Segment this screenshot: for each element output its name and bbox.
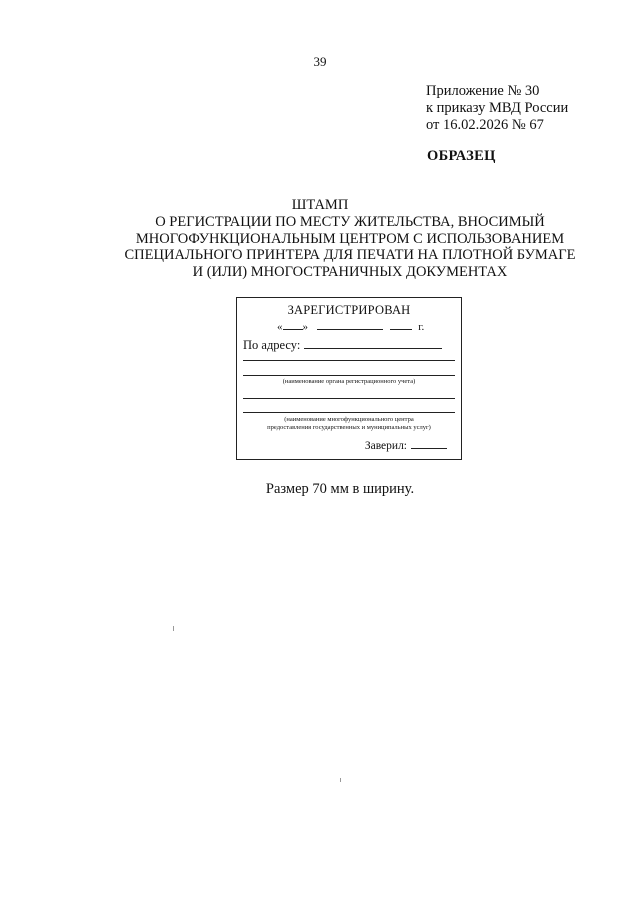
appendix-line-2: к приказу МВД России [426, 100, 569, 116]
day-blank [283, 320, 303, 330]
caption-mfc-line-2: предоставления государственных и муниципальных услуг) [267, 424, 431, 431]
stamp-subtitle-line-4: И (ИЛИ) МНОГОСТРАНИЧНЫХ ДОКУМЕНТАХ [192, 263, 508, 280]
stamp-date-row [277, 320, 424, 333]
address-label: По адресу: [243, 338, 301, 352]
page-number: 39 [313, 54, 327, 69]
stamp-certified-row [365, 439, 447, 452]
year-suffix: г. [418, 321, 425, 333]
mfc-line-2 [243, 412, 455, 413]
stamp-subtitle-line-2: МНОГОФУНКЦИОНАЛЬНЫМ ЦЕНТРОМ С ИСПОЛЬЗОВАНИЕМ [135, 230, 565, 247]
size-note: Размер 70 мм в ширину. [265, 481, 415, 497]
stamp-subtitle [60, 214, 640, 280]
year-blank [390, 320, 412, 330]
sample-label: ОБРАЗЕЦ [427, 148, 496, 164]
caption-mfc-line-1: (наименование многофункционального центра [284, 416, 414, 423]
stamp-title: ШТАМП [291, 197, 349, 213]
stamp-sample-box [236, 297, 462, 460]
mfc-line-1 [243, 398, 455, 399]
scan-speck [340, 778, 341, 782]
stamp-subtitle-line-3: СПЕЦИАЛЬНОГО ПРИНТЕРА ДЛЯ ПЕЧАТИ НА ПЛОТНОЙ БУМАГЕ [124, 247, 576, 263]
stamp-heading: ЗАРЕГИСТРИРОВАН [287, 303, 411, 317]
month-blank [317, 320, 383, 330]
date-close-quote: » [302, 321, 308, 333]
appendix-reference [426, 83, 568, 134]
certified-label: Заверил: [364, 440, 407, 452]
registration-body-line [243, 375, 455, 376]
scan-speck [173, 626, 174, 631]
stamp-address-row [243, 338, 453, 353]
certified-blank [411, 439, 447, 449]
stamp-subtitle-line-1: О РЕГИСТРАЦИИ ПО МЕСТУ ЖИТЕЛЬСТВА, ВНОСИМЫЙ [155, 214, 545, 230]
appendix-line-1: Приложение № 30 [426, 83, 540, 99]
caption-registration-body: (наименование органа регистрационного учета) [282, 378, 416, 385]
address-line-2 [243, 360, 455, 361]
address-blank [304, 339, 442, 349]
appendix-line-3: от 16.02.2026 № 67 [426, 117, 544, 133]
date-open-quote: « [277, 321, 283, 333]
